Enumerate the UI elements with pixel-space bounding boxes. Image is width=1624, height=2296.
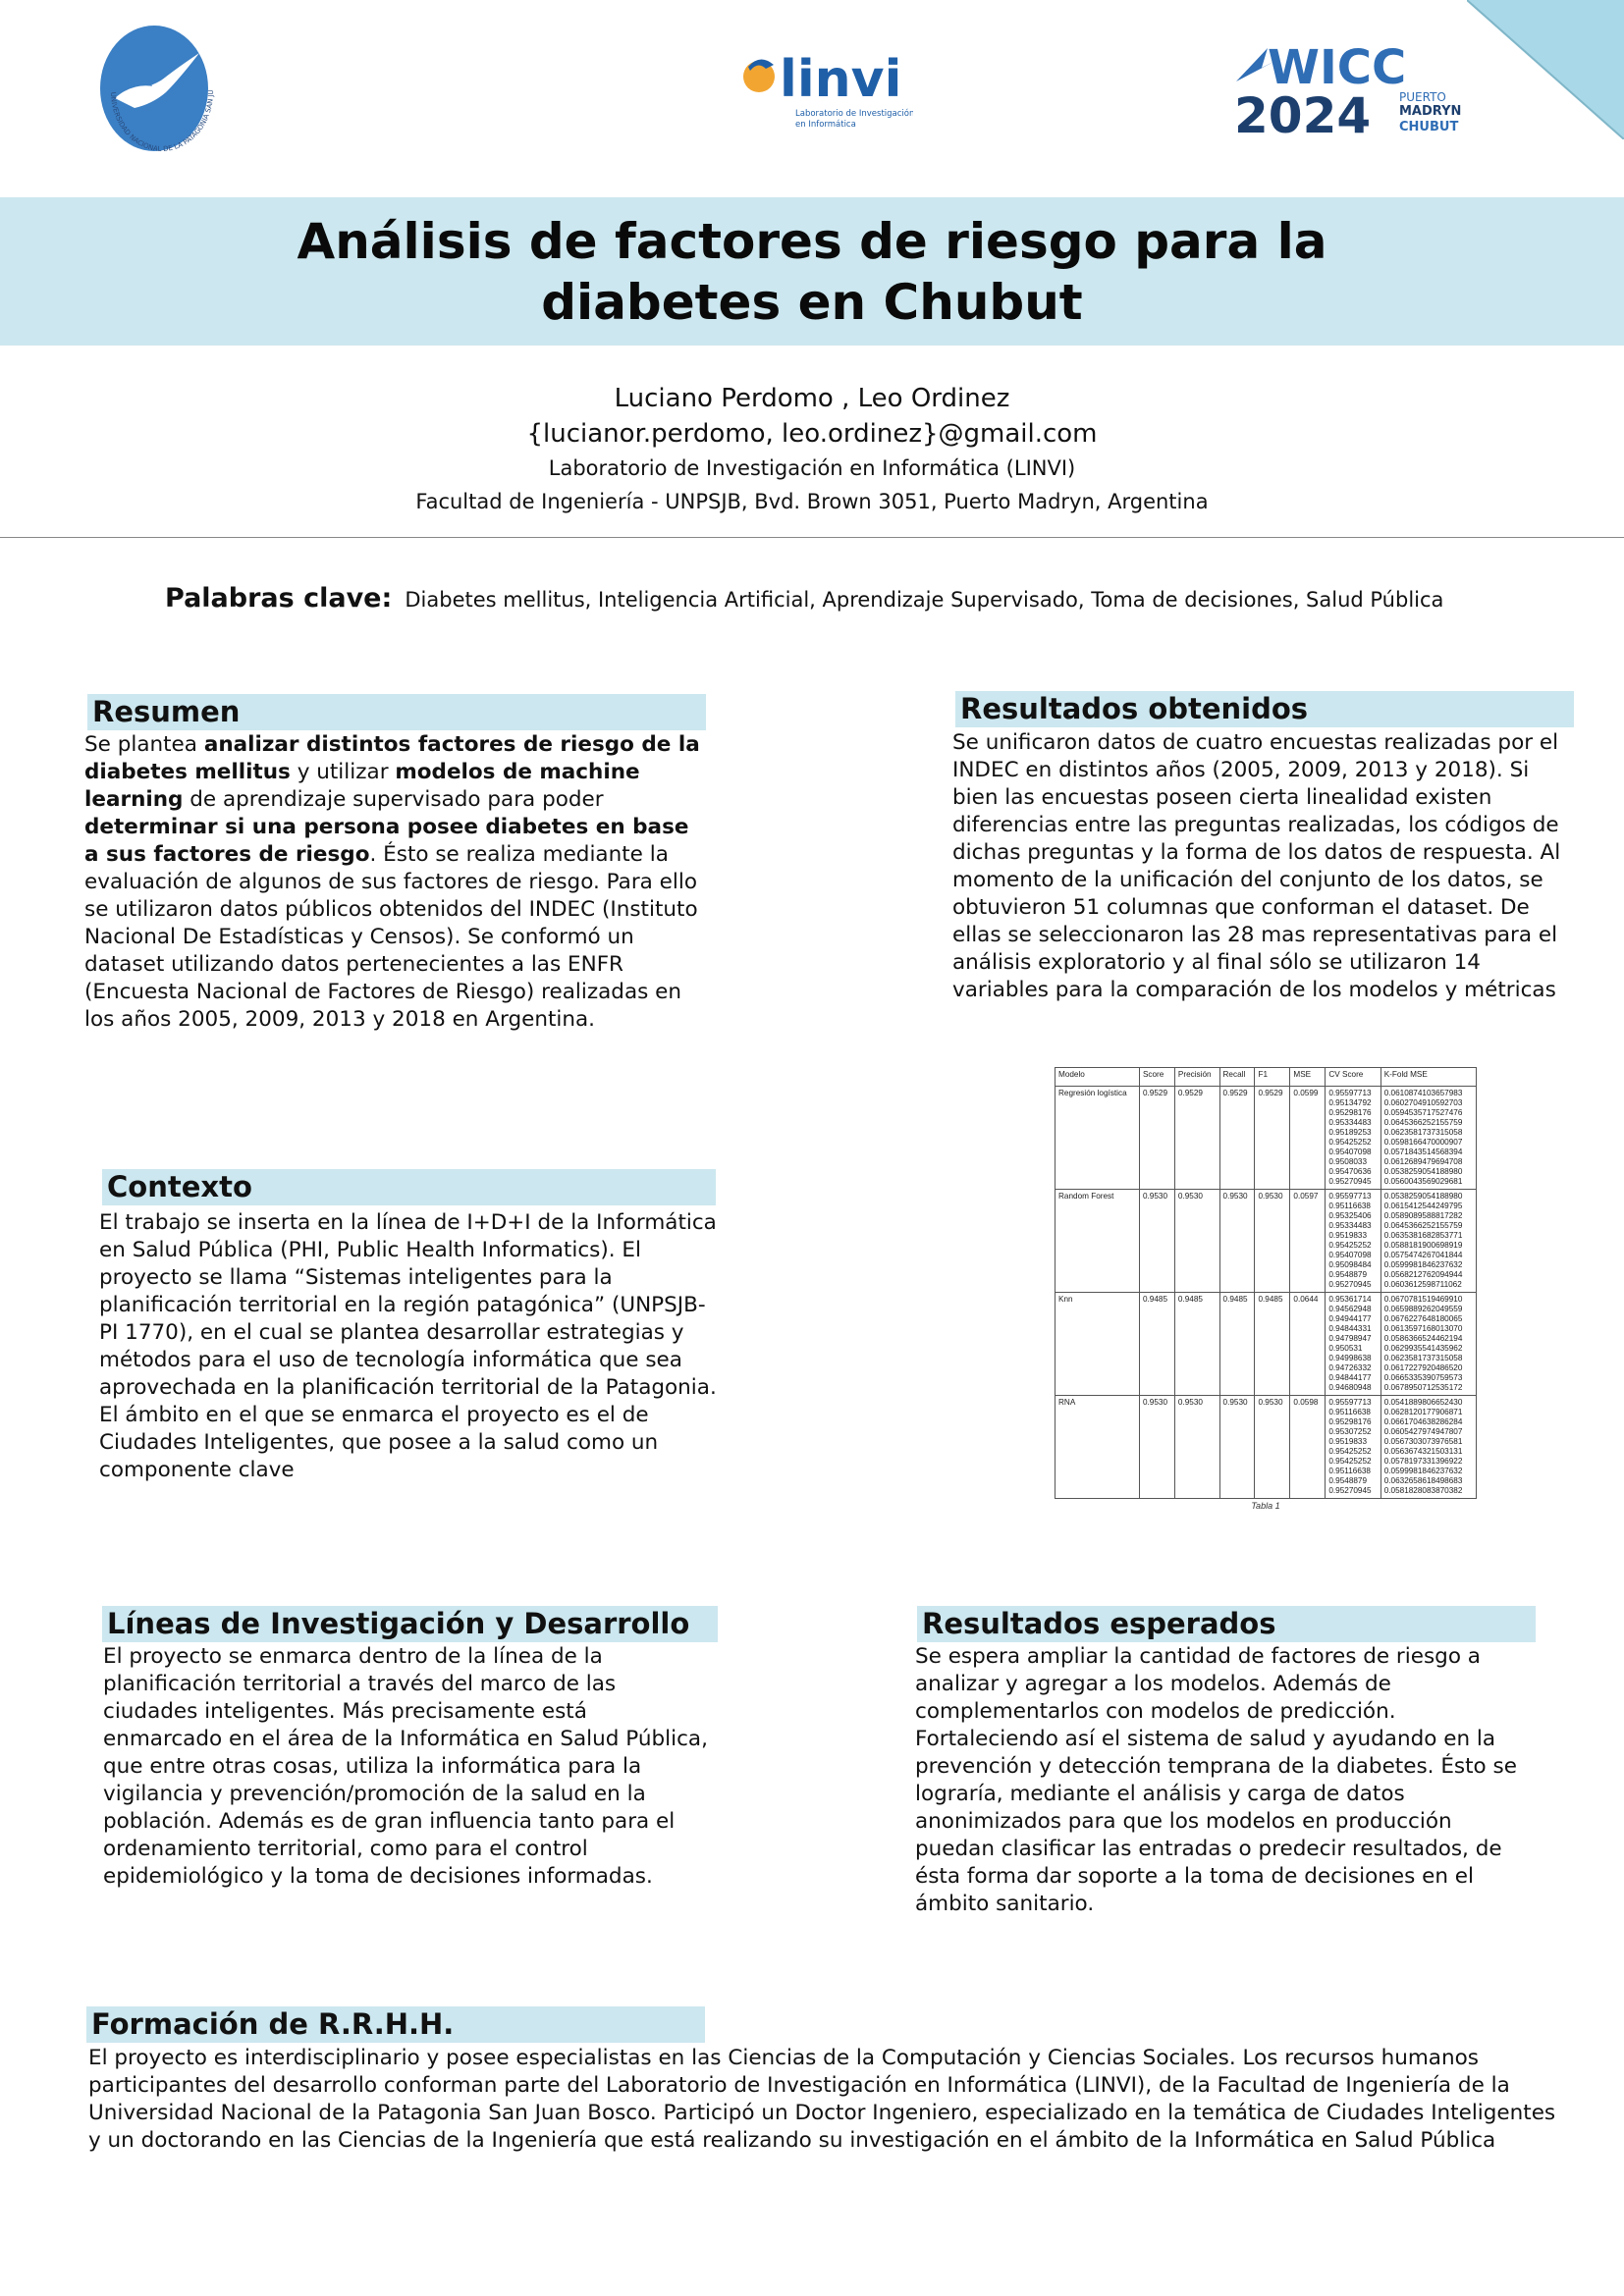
table-cell-model: Random Forest [1056, 1190, 1140, 1293]
col-header: K-Fold MSE [1380, 1068, 1476, 1087]
table-cell-kfold [1380, 1293, 1476, 1396]
table-cell-value: 0.0599981846237632 [1383, 1260, 1463, 1269]
table-row [1056, 1190, 1477, 1293]
table-cell-cv [1326, 1190, 1380, 1293]
table-row [1056, 1293, 1477, 1396]
table-cell-value: 0.94844177 [1328, 1373, 1372, 1382]
table-cell-model: Knn [1056, 1293, 1140, 1396]
resultados-obtenidos-heading: Resultados obtenidos [955, 691, 1574, 727]
table-cell-value: 0.94844331 [1328, 1324, 1372, 1333]
table-cell-value: 0.0599981846237632 [1383, 1467, 1463, 1475]
table-cell-value: 0.0603612598711062 [1383, 1280, 1462, 1289]
table-cell-value: 0.0594535717527476 [1383, 1108, 1463, 1117]
resultados-obtenidos-text: Se unificaron datos de cuatro encuestas realizadas por el INDEC en distintos años (2005, 2009, 2013 y 2018). Si bien las encuestas poseen cierta linealidad existen diferencias entre las preguntas realizadas, los códigos de dichas preguntas y la forma de los datos de respuesta. Al momento de la unificación del conjunto de los datos, se obtuvieron 51 columnas que conforman el dataset. De ellas se seleccionaron las 28 mas representativas para el análisis exploratorio y al final sólo se utilizaron 14 variables para la comparación de los modelos y métricas [952, 730, 1561, 1002]
author-lab: Laboratorio de Investigación en Informática (LINVI) [548, 456, 1076, 480]
table-cell-value: 0.94998638 [1328, 1354, 1372, 1362]
table-cell-value: 0.0586366524462194 [1383, 1334, 1463, 1343]
results-table-figure [1055, 1067, 1477, 1511]
lineas-heading: Líneas de Investigación y Desarrollo [102, 1606, 718, 1642]
table-cell-f1: 0.9485 [1255, 1293, 1290, 1396]
table-cell-score: 0.9529 [1139, 1087, 1174, 1190]
col-header: CV Score [1326, 1068, 1380, 1087]
resumen-text: Se plantea analizar distintos factores de riesgo de la diabetes mellitus y utilizar modelos de machine learning de aprendizaje supervisado para poder determinar si una persona posee diabetes en base a sus factores de riesgo. Ésto se realiza mediante la evaluación de algunos de sus factores de riesgo. Para ello se utilizaron datos públicos obtenidos del INDEC (Instituto Nacional De Estadísticas y Censos). Se conformó un dataset utilizando datos pertenecientes a las ENFR (Encuesta Nacional de Factores de Riesgo) realizadas en los años 2005, 2009, 2013 y 2018 en Argentina. [84, 732, 700, 1032]
table-cell-value: 0.0659889262049559 [1383, 1305, 1463, 1313]
table-cell-value: 0.0605427974947807 [1383, 1427, 1463, 1436]
table-cell-value: 0.94562948 [1328, 1305, 1372, 1313]
col-header: Precisión [1174, 1068, 1219, 1087]
table-cell-recall: 0.9529 [1219, 1087, 1255, 1190]
table-cell-f1: 0.9529 [1255, 1087, 1290, 1190]
table-cell-value: 0.95425252 [1328, 1241, 1372, 1250]
table-cell-mse: 0.0597 [1290, 1190, 1326, 1293]
table-cell-value: 0.0623581737315058 [1383, 1354, 1463, 1362]
resultados-esperados-heading: Resultados esperados [917, 1606, 1536, 1642]
table-cell-value: 0.0661704638286284 [1383, 1417, 1463, 1426]
table-cell-value: 0.0645366252155759 [1383, 1221, 1463, 1230]
keywords-label: Palabras clave: [165, 583, 393, 614]
table-cell-score: 0.9530 [1139, 1396, 1174, 1499]
authors-block [0, 381, 1624, 518]
table-cell-value: 0.95116638 [1328, 1408, 1371, 1416]
col-header: Score [1139, 1068, 1174, 1087]
header-divider [0, 537, 1624, 538]
table-cell-value: 0.0623581737315058 [1383, 1128, 1463, 1137]
table-cell-value: 0.0598166470000907 [1383, 1138, 1463, 1147]
unpsjb-logo [93, 14, 231, 163]
table-cell-mse: 0.0599 [1290, 1087, 1326, 1190]
table-cell-value: 0.95298176 [1328, 1417, 1372, 1426]
table-cell-kfold [1380, 1087, 1476, 1190]
table-cell-value: 0.95098484 [1328, 1260, 1372, 1269]
table-cell-cv [1326, 1087, 1380, 1190]
table-cell-value: 0.95298176 [1328, 1108, 1372, 1117]
results-table [1055, 1067, 1477, 1499]
contexto-text: El trabajo se inserta en la línea de I+D+I de la Informática en Salud Pública (PHI, Public Health Informatics). El proyecto se llama “Sistemas inteligentes para la planificación territorial en la región patagónica” (UNPSJB-PI 1770), en el cual se plantea desarrollar estrategias y métodos para el uso de tecnología informática que sea aprovechada en la planificación territorial de la Patagonia. El ámbito en el que se enmarca el proyecto es el de Ciudades Inteligentes, que posee a la salud como un componente clave [99, 1210, 717, 1482]
table-cell-value: 0.95307252 [1328, 1427, 1372, 1436]
keywords-line [165, 583, 1598, 614]
table-cell-value: 0.0635381682853771 [1383, 1231, 1463, 1240]
table-cell-value: 0.0645366252155759 [1383, 1118, 1463, 1127]
table-cell-value: 0.0676227648180065 [1383, 1314, 1463, 1323]
table-cell-precision: 0.9529 [1174, 1087, 1219, 1190]
table-cell-model: Regresión logística [1056, 1087, 1140, 1190]
table-cell-value: 0.95407098 [1328, 1148, 1372, 1156]
table-cell-score: 0.9530 [1139, 1190, 1174, 1293]
wicc-2024-logo [1232, 34, 1468, 142]
table-cell-recall: 0.9485 [1219, 1293, 1255, 1396]
table-cell-value: 0.94944177 [1328, 1314, 1372, 1323]
table-cell-value: 0.95597713 [1328, 1089, 1372, 1097]
table-cell-value: 0.0665335390759573 [1383, 1373, 1463, 1382]
resumen-heading: Resumen [87, 694, 706, 730]
table-cell-value: 0.95116638 [1328, 1201, 1371, 1210]
table-cell-value: 0.95270945 [1328, 1280, 1372, 1289]
table-cell-mse: 0.0644 [1290, 1293, 1326, 1396]
table-cell-value: 0.0670781519469910 [1383, 1295, 1463, 1304]
table-cell-value: 0.0538259054188980 [1383, 1167, 1463, 1176]
table-cell-precision: 0.9485 [1174, 1293, 1219, 1396]
table-cell-f1: 0.9530 [1255, 1190, 1290, 1293]
resultados-esperados-text: Se espera ampliar la cantidad de factores de riesgo a analizar y agregar a los modelos. Además de complementarlos con modelos de predicción. Fortaleciendo así el sistema de salud y ayudando en la prevención y detección temprana de la diabetes. Ésto se lograría, mediante el análisis y carga de datos anonimizados para que los modelos en producción puedan clasificar las entradas o predecir resultados, de ésta forma dar soporte a la toma de decisiones en el ámbito sanitario. [915, 1644, 1517, 1916]
table-body [1056, 1087, 1477, 1499]
table-cell-recall: 0.9530 [1219, 1396, 1255, 1499]
table-cell-value: 0.94726332 [1328, 1363, 1372, 1372]
col-header: F1 [1255, 1068, 1290, 1087]
table-cell-f1: 0.9530 [1255, 1396, 1290, 1499]
table-cell-cv [1326, 1396, 1380, 1499]
linvi-logo [736, 39, 913, 137]
table-cell-cv [1326, 1293, 1380, 1396]
table-cell-value: 0.95270945 [1328, 1486, 1372, 1495]
table-cell-value: 0.0612689479694708 [1383, 1157, 1463, 1166]
author-emails: {lucianor.perdomo, leo.ordinez}@gmail.com [526, 419, 1098, 449]
table-cell-kfold [1380, 1396, 1476, 1499]
table-cell-value: 0.0588181900698919 [1383, 1241, 1463, 1250]
table-cell-value: 0.95361714 [1328, 1295, 1372, 1304]
title-line-1: Análisis de factores de riesgo para la [297, 212, 1327, 270]
table-cell-value: 0.0629935541435962 [1383, 1344, 1463, 1353]
table-cell-value: 0.95325406 [1328, 1211, 1372, 1220]
table-cell-value: 0.9548879 [1328, 1476, 1368, 1485]
unpsjb-logo-text: UNIVERSIDAD NACIONAL DE LA PATAGONIA SAN JU [108, 89, 216, 154]
table-cell-value: 0.950531 [1328, 1344, 1363, 1353]
table-cell-value: 0.94798947 [1328, 1334, 1372, 1343]
table-cell-value: 0.0602704910592703 [1383, 1098, 1463, 1107]
table-cell-value: 0.0581828083870382 [1383, 1486, 1463, 1495]
table-cell-value: 0.0610874103657983 [1383, 1089, 1463, 1097]
table-header-row [1056, 1068, 1477, 1087]
table-cell-value: 0.0571843514568394 [1383, 1148, 1463, 1156]
linvi-wordmark: linvi [780, 50, 902, 109]
table-cell-value: 0.0678950712535172 [1383, 1383, 1463, 1392]
table-cell-value: 0.0615412544249795 [1383, 1201, 1463, 1210]
keywords-value: Diabetes mellitus, Inteligencia Artificial, Aprendizaje Supervisado, Toma de decisiones, Salud Pública [405, 588, 1444, 612]
table-cell-value: 0.0560043569029681 [1383, 1177, 1463, 1186]
table-cell-value: 0.0632658618498683 [1383, 1476, 1463, 1485]
table-cell-value: 0.95134792 [1328, 1098, 1372, 1107]
linvi-subtitle-2: en Informática [795, 120, 856, 130]
table-row [1056, 1396, 1477, 1499]
table-row [1056, 1087, 1477, 1190]
author-names: Luciano Perdomo , Leo Ordinez [614, 384, 1010, 413]
wicc-city-2: MADRYN [1399, 104, 1462, 119]
table-cell-value: 0.0567303073976581 [1383, 1437, 1463, 1446]
table-cell-value: 0.95470636 [1328, 1167, 1372, 1176]
table-cell-mse: 0.0598 [1290, 1396, 1326, 1499]
col-header: MSE [1290, 1068, 1326, 1087]
table-cell-value: 0.95334483 [1328, 1221, 1372, 1230]
table-cell-value: 0.0578197331396922 [1383, 1457, 1463, 1466]
table-cell-value: 0.9548879 [1328, 1270, 1368, 1279]
wicc-province: CHUBUT [1399, 120, 1459, 134]
table-cell-value: 0.95425252 [1328, 1457, 1372, 1466]
table-cell-value: 0.0541889806652430 [1383, 1398, 1463, 1407]
author-faculty: Facultad de Ingeniería - UNPSJB, Bvd. Brown 3051, Puerto Madryn, Argentina [415, 490, 1209, 513]
table-cell-value: 0.9508033 [1328, 1157, 1368, 1166]
table-cell-value: 0.0613597168013070 [1383, 1324, 1463, 1333]
table-cell-value: 0.95334483 [1328, 1118, 1372, 1127]
table-cell-value: 0.95407098 [1328, 1251, 1372, 1259]
table-cell-value: 0.95597713 [1328, 1192, 1372, 1201]
table-cell-value: 0.0568212762094944 [1383, 1270, 1463, 1279]
title-line-2: diabetes en Chubut [541, 273, 1083, 331]
wicc-year: 2024 [1234, 87, 1372, 142]
table-cell-score: 0.9485 [1139, 1293, 1174, 1396]
table-cell-value: 0.0589089588817282 [1383, 1211, 1463, 1220]
contexto-heading: Contexto [102, 1169, 716, 1205]
table-cell-precision: 0.9530 [1174, 1396, 1219, 1499]
formacion-text: El proyecto es interdisciplinario y posee especialistas en las Ciencias de la Computación y Ciencias Sociales. Los recursos humanos participantes del desarrollo conforman parte del Laboratorio de Investigación en Informática (LINVI), de la Facultad de Ingeniería de la Universidad Nacional de la Patagonia San Juan Bosco. Participó un Doctor Ingeniero, especializado en la temática de Ciudades Inteligentes y un doctorando en las Ciencias de la Ingeniería que está realizando su investigación en el ámbito de la Informática en Salud Pública [88, 2046, 1556, 2153]
table-cell-value: 0.9519833 [1328, 1437, 1368, 1446]
table-cell-value: 0.95425252 [1328, 1447, 1372, 1456]
col-header: Recall [1219, 1068, 1255, 1087]
table-cell-value: 0.0538259054188980 [1383, 1192, 1463, 1201]
table-cell-value: 0.95425252 [1328, 1138, 1372, 1147]
table-cell-value: 0.95116638 [1328, 1467, 1371, 1475]
table-cell-model: RNA [1056, 1396, 1140, 1499]
col-header: Modelo [1056, 1068, 1140, 1087]
wicc-word: WICC [1268, 40, 1407, 95]
table-cell-precision: 0.9530 [1174, 1190, 1219, 1293]
wicc-city-1: PUERTO [1399, 90, 1446, 104]
table-cell-value: 0.95270945 [1328, 1177, 1372, 1186]
poster-title [247, 211, 1377, 333]
table-cell-value: 0.94680948 [1328, 1383, 1372, 1392]
title-band [0, 197, 1624, 346]
table-cell-value: 0.0575474267041844 [1383, 1251, 1463, 1259]
table-cell-value: 0.95189253 [1328, 1128, 1372, 1137]
table-cell-value: 0.0628120177906871 [1383, 1408, 1463, 1416]
table-caption: Tabla 1 [1251, 1501, 1280, 1511]
table-cell-kfold [1380, 1190, 1476, 1293]
table-cell-value: 0.0617227920486520 [1383, 1363, 1463, 1372]
corner-decoration [1467, 0, 1624, 139]
table-cell-value: 0.9519833 [1328, 1231, 1368, 1240]
linvi-subtitle-1: Laboratorio de Investigación [795, 109, 913, 119]
formacion-heading: Formación de R.R.H.H. [86, 2006, 705, 2043]
table-cell-value: 0.0563674321503131 [1383, 1447, 1463, 1456]
lineas-text: El proyecto se enmarca dentro de la línea de la planificación territorial a través del marco de las ciudades inteligentes. Más precisamente está enmarcado en el área de la Informática en Salud Pública, que entre otras cosas, utiliza la informática para la vigilancia y prevención/promoción de la salud en la población. Además es de gran influencia tanto para el ordenamiento territorial, como para el control epidemiológico y la toma de decisiones informadas. [103, 1644, 708, 1889]
table-cell-value: 0.95597713 [1328, 1398, 1372, 1407]
table-cell-recall: 0.9530 [1219, 1190, 1255, 1293]
